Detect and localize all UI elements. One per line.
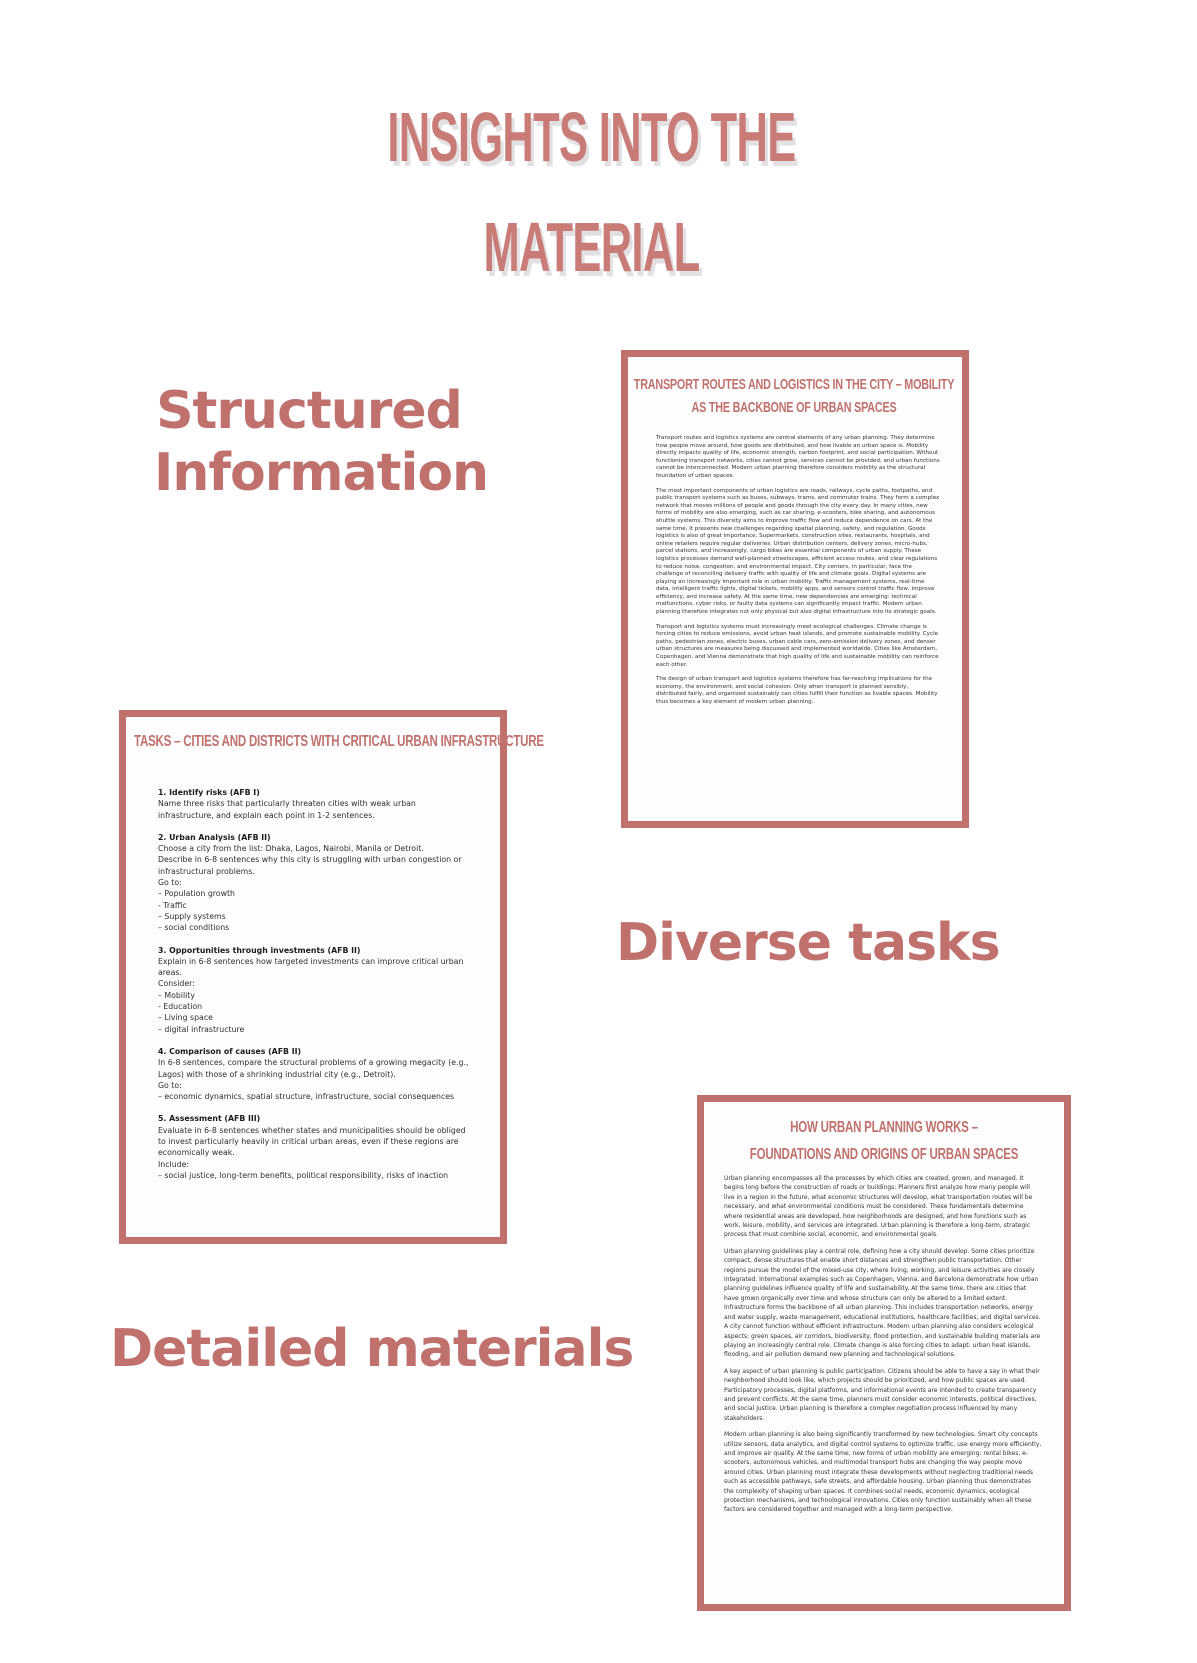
task-item <box>158 1046 480 1102</box>
paragraph: Urban planning guidelines play a central role, defining how a city should develop. Some cities prioritize compact, dense structures that enable short distances and strengthen public transportation. Other regions pursue the model of the mixed-use city, where living, working, and leisure activities are closely integrated. International examples such as Copenhagen, Vienna, and Barcelona demonstrate how urban planning guidelines influence quality of life and sustainability. At the same time, there are cities that have grown organically over time and whose structure can only be altered to a limited extent. Infrastructure forms the backbone of all urban planning. This includes transportation networks, energy and water supply, waste management, educational institutions, healthcare facilities, and digital services. A city cannot function without efficient infrastructure. Modern urban planning also considers ecological aspects: green spaces, air corridors, biodiversity, flood protection, and sustainable building materials are playing an increasingly central role. Climate change is also forcing cities to adapt: urban heat islands, flooding, and air pollution demand new planning and technological solutions. <box>724 1247 1041 1359</box>
paragraph: A key aspect of urban planning is public participation. Citizens should be able to have a say in what their neighborhood should look like, which projects should be prioritized, and how public spaces are used. Participatory processes, digital platforms, and informational events are intended to create transparency and prevent conflicts. At the same time, planners must consider economic interests, political directives, and social justice. Urban planning is therefore a complex negotiation process influenced by many stakeholders. <box>724 1367 1040 1422</box>
task-line: infrastructural problems. <box>158 866 255 876</box>
page-title-line-2: MATERIAL <box>483 208 700 286</box>
task-line: – digital infrastructure <box>158 1024 245 1034</box>
label-structured-line-1: Structured <box>156 381 462 441</box>
task-item <box>158 832 480 934</box>
task-line: – Population growth <box>158 889 235 899</box>
document-body <box>704 1168 1064 1515</box>
document-title-line-2: FOUNDATIONS AND ORIGINS OF URBAN SPACES <box>749 1146 1019 1163</box>
task-item <box>158 1113 480 1181</box>
task-heading: 2. Urban Analysis (AFB II) <box>158 832 271 842</box>
task-line: Describe in 6-8 sentences why this city is struggling with urban congestion or <box>158 855 462 865</box>
task-line: – Supply systems <box>158 911 226 921</box>
task-line: Explain in 6-8 sentences how targeted investments can improve critical urban <box>158 956 464 966</box>
task-line: Choose a city from the list: Dhaka, Lagos, Nairobi, Manila or Detroit. <box>158 844 424 854</box>
task-item <box>158 945 480 1035</box>
paragraph: Modern urban planning is also being significantly transformed by new technologies. Smart city concepts utilize sensors, data analytics, and digital control systems to optimize traffic, use energy more efficiently, and improve air quality. At the same time, new forms of urban mobility are emerging: rental bikes, e-scooters, autonomous vehicles, and multimodal transport hubs are changing the way people move around cities. Urban planning must integrate these developments without neglecting traditional needs such as accessible pathways, safe streets, and affordable housing. Urban planning thus demonstrates the complexity of shaping urban spaces. It combines social needs, economic dynamics, ecological protection mechanisms, and technological innovations. Cities only function sustainably when all these factors are considered together and managed with a long-term perspective. <box>724 1431 1042 1514</box>
task-line: – Living space <box>158 1013 213 1023</box>
document-body <box>628 419 962 707</box>
label-diverse-tasks: Diverse tasks <box>616 913 1000 973</box>
task-line: Go to: <box>158 878 182 888</box>
task-line: areas. <box>158 968 182 978</box>
task-list <box>126 753 500 1181</box>
page-title-line-1: INSIGHTS INTO THE <box>387 98 796 176</box>
task-line: - Traffic <box>158 900 187 910</box>
task-line: Consider: <box>158 979 195 989</box>
task-line: – economic dynamics, spatial structure, infrastructure, social consequences <box>158 1092 455 1102</box>
task-line: economically weak. <box>158 1148 235 1158</box>
task-line: – Mobility <box>158 990 195 1000</box>
document-title <box>715 1114 1053 1168</box>
document-title: TRANSPORT ROUTES AND LOGISTICS IN THE CITY – MOBILITY AS THE BACKBONE OF URBAN SPACES <box>633 376 955 416</box>
task-line: Go to: <box>158 1080 182 1090</box>
task-line: Lagos) with those of a shrinking industrial city (e.g., Detroit). <box>158 1069 396 1079</box>
task-heading: 5. Assessment (AFB III) <box>158 1114 261 1124</box>
task-line: – social conditions <box>158 923 230 933</box>
task-line: In 6-8 sentences, compare the structural problems of a growing megacity (e.g., <box>158 1058 469 1068</box>
task-line: Name three risks that particularly threaten cities with weak urban <box>158 799 416 809</box>
task-line: to invest particularly heavily in critical urban areas, even if these regions are <box>158 1137 459 1147</box>
paragraph: The most important components of urban logistics are roads, railways, cycle paths, footpaths, and public transport systems such as buses, subways, trams, and commuter trains. They form a complex network that moves millions of people and goods through the city every day. In many cities, new forms of mobility are also emerging, such as car sharing, e-scooters, bike sharing, and autonomous shuttle systems. This diversity aims to improve traffic flow and reduce dependence on cars. At the same time, it presents new challenges regarding spatial planning, safety, and regulation. Goods logistics is also of great importance. Supermarkets, construction sites, restaurants, hospitals, and online retailers require regular deliveries. Urban distribution centers, delivery zones, micro-hubs, parcel stations, and increasingly, cargo bikes are essential components of urban supply. These logistics processes demand well-planned streetscapes, efficient access routes, and clear regulations to reduce noise, congestion, and environmental impact. City centers, in particular, face the challenge of reconciling delivery traffic with quality of life and climate goals. Digital systems are playing an increasingly important role in urban mobility. Traffic management systems, real-time data, intelligent traffic lights, digital tickets, mobility apps, and sensors control traffic flow, improve efficiency, and increase safety. At the same time, new dependencies are emerging: technical malfunctions, cyber risks, or faulty data systems can significantly impact traffic. Modern urban planning therefore integrates not only physical but also digital infrastructure into its strategic goals. <box>656 487 940 616</box>
paragraph: Transport routes and logistics systems are central elements of any urban planning. They determine how people move around, how goods are distributed, and how livable an urban space is. Mobility directly impacts quality of life, economic strength, carbon footprint, and social participation. Without functioning transport networks, cities cannot grow, services cannot be provided, and urban functions cannot be interconnected. Modern urban planning therefore considers mobility as the structural foundation of urban spaces. <box>656 435 940 479</box>
task-line: - Education <box>158 1002 203 1012</box>
task-line: infrastructure, and explain each point in 1-2 sentences. <box>158 810 375 820</box>
document-preview-tasks <box>119 710 544 1244</box>
task-line: Include: <box>158 1159 190 1169</box>
document-preview-urban-planning <box>697 1095 1071 1611</box>
label-structured-line-2: Information <box>154 443 489 503</box>
page-title <box>220 82 962 302</box>
label-structured-information <box>154 380 489 504</box>
document-title-line-1: HOW URBAN PLANNING WORKS – <box>790 1119 978 1136</box>
label-detailed-materials: Detailed materials <box>110 1319 634 1379</box>
task-heading: 4. Comparison of causes (AFB II) <box>158 1046 302 1056</box>
task-line: Evaluate in 6-8 sentences whether states and municipalities should be obliged <box>158 1125 466 1135</box>
paragraph: The design of urban transport and logistics systems therefore has far-reaching implications for the economy, the environment, and social cohesion. Only when transport is planned sensibly, distributed fairly, and organized sustainably can cities fulfill their function as livable spaces. Mobility thus becomes a key element of modern urban planning. <box>656 676 938 705</box>
document-preview-transport <box>621 350 969 828</box>
paragraph: Transport and logistics systems must increasingly meet ecological challenges. Climate change is forcing cities to reduce emissions, avoid urban heat islands, and promote sustainable mobility. Cycle paths, pedestrian zones, electric buses, urban cable cars, zero-emission delivery zones, and denser urban structures are measures being discussed and implemented worldwide. Cities like Amsterdam, Copenhagen, and Vienna demonstrate that high quality of life and sustainable mobility can reinforce each other. <box>656 623 939 668</box>
task-heading: 1. Identify risks (AFB I) <box>158 788 260 797</box>
paragraph: Urban planning encompasses all the processes by which cities are created, grown, and managed. It begins long before the construction of roads or buildings: Planners first analyze how many people will live in a region in the future, what economic structures will develop, what transportation routes will be necessary, and what environmental conditions must be considered. These fundamentals determine where residential areas are developed, how neighborhoods are designed, and how functions such as work, leisure, mobility, and services are integrated. Urban planning is therefore a long-term, strategic process that must combine social, economic, and environmental goals. <box>724 1175 1033 1239</box>
task-line: – social justice, long-term benefits, political responsibility, risks of inaction <box>158 1170 449 1180</box>
task-heading: 3. Opportunities through investments (AFB II) <box>158 945 361 955</box>
task-item <box>158 787 480 821</box>
document-title: TASKS – CITIES AND DISTRICTS WITH CRITICAL URBAN INFRASTRUCTURE <box>134 733 544 750</box>
